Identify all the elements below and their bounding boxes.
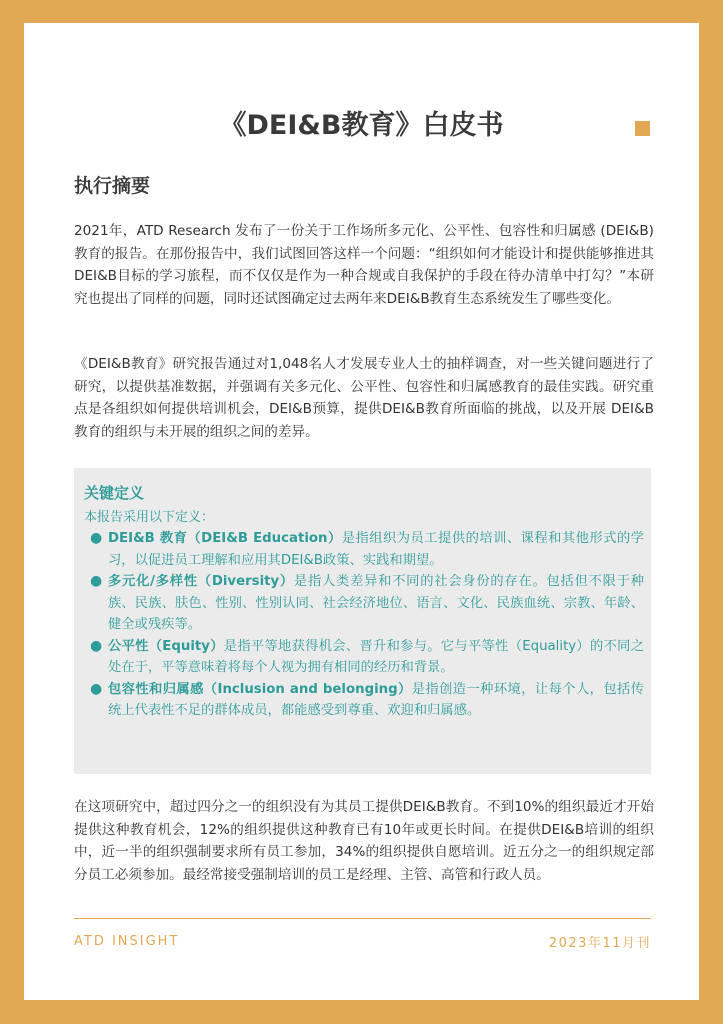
- page: [24, 23, 699, 1000]
- definition-text: 是指人类差异和不同的社会身份的存在。包括但不限于种族、民族、肤色、性别、性别认同、社会经济地位、语言、文化、民族血统、宗教、年龄、健全或残疾等。: [108, 574, 644, 632]
- definition-term: DEI&B 教育（DEI&B Education）: [108, 531, 342, 546]
- paragraph-1: 2021年，ATD Research 发布了一份关于工作场所多元化、公平性、包容性和归属感 (DEI&B) 教育的报告。在那份报告中，我们试图回答这样一个问题：“组织如何才能设计和提供能够推进其DEI&B目标的学习旅程，而不仅仅是作为一种合规或自我保护的手段在待办清单中打勾？”本研究也提出了同样的问题，同时还试图确定过去两年来DEI&B教育生态系统发生了哪些变化。: [74, 223, 654, 307]
- decorative-square: [635, 121, 650, 136]
- bullet-icon: ●: [90, 680, 103, 697]
- bullet-icon: ●: [90, 573, 103, 589]
- definitions-list: [84, 528, 644, 722]
- bullet-icon: ●: [90, 637, 103, 654]
- definition-item: [84, 528, 644, 571]
- footer-publication-name: ATD INSIGHT: [74, 934, 180, 949]
- bullet-icon: ●: [90, 530, 103, 546]
- page-title: 《DEI&B教育》白皮书: [219, 110, 504, 141]
- definition-term: 公平性（Equity）: [108, 638, 224, 654]
- section-heading: 执行摘要: [74, 175, 151, 197]
- definition-term: 多元化/多样性（Diversity）: [108, 574, 294, 589]
- definition-term: 包容性和归属感（Inclusion and belonging）: [108, 681, 412, 697]
- definition-item: [84, 571, 644, 636]
- footer-divider: [74, 918, 651, 919]
- paragraph-3: 在这项研究中，超过四分之一的组织没有为其员工提供DEI&B教育。不到10%的组织最近才开始提供这种教育机会，12%的组织提供这种教育已有10年或更长时间。在提供DEI&B培训的组织中，近一半的组织强制要求所有员工参加，34%的组织提供自愿培训。近五分之一的组织规定部分员工必须参加。最经常接受强制培训的员工是经理、主管、高管和行政人员。: [74, 799, 654, 883]
- definition-item: [84, 636, 644, 679]
- definitions-intro: 本报告采用以下定义：: [84, 510, 215, 525]
- definitions-box: [74, 468, 651, 774]
- paragraph-2: 《DEI&B教育》研究报告通过对1,048名人才发展专业人士的抽样调查，对一些关键问题进行了研究，以提供基准数据，并强调有关多元化、公平性、包容性和归属感教育的最佳实践。研究重点是各组织如何提供培训机会，DEI&B预算，提供DEI&B教育所面临的挑战，以及开展 DEI&B教育的组织与未开展的组织之间的差异。: [74, 356, 654, 440]
- definition-text: 是指组织为员工提供的培训、课程和其他形式的学习，以促进员工理解和应用其DEI&B政策、实践和期望。: [108, 531, 645, 568]
- definition-text: 是指平等地获得机会、晋升和参与。它与平等性（Equality）的不同之处在于，平等意味着将每个人视为拥有相同的经历和背景。: [108, 638, 644, 675]
- definitions-title: 关键定义: [84, 484, 145, 502]
- definition-text: 是指创造一种环境，让每个人，包括传统上代表性不足的群体成员，都能感受到尊重、欢迎和归属感。: [108, 681, 644, 718]
- footer-issue-date: 2023年11月刊: [548, 936, 651, 951]
- definition-item: [84, 679, 644, 722]
